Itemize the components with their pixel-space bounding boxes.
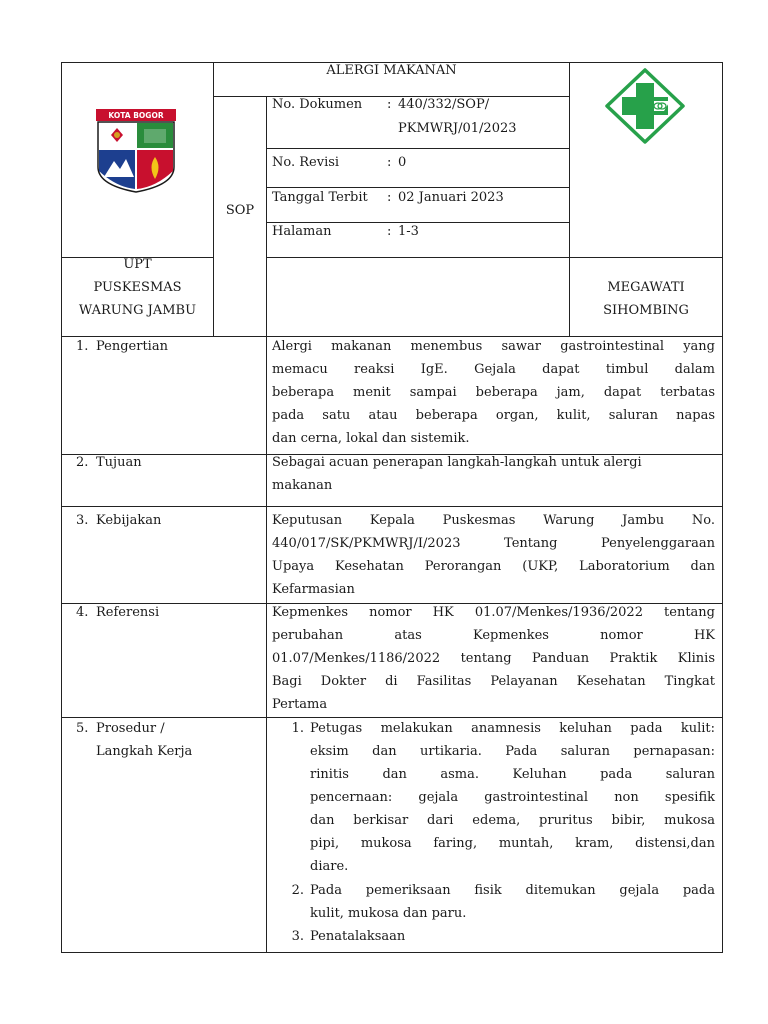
body-col-divider — [266, 336, 267, 953]
step-number: 3. — [291, 929, 304, 944]
section-title: Kebijakan — [96, 513, 162, 528]
section-title: Pengertian — [96, 339, 168, 354]
body-line: perubahan atas Kepmenkes nomor HK — [272, 628, 715, 643]
body-line: dan cerna, lokal dan sistemik. — [272, 431, 470, 446]
body-line: 440/017/SK/PKMWRJ/I/2023 Tentang Penyelenggaraan — [272, 536, 715, 551]
section-body — [272, 451, 715, 497]
section-body — [272, 335, 715, 450]
header-col-divider-2 — [266, 96, 267, 337]
body-line: Keputusan Kepala Puskesmas Warung Jambu No. — [272, 513, 715, 528]
revision-label: No. Revisi — [272, 155, 340, 170]
body-line: makanan — [272, 478, 333, 493]
step-number: 2. — [291, 883, 304, 898]
signer-line: MEGAWATI — [607, 280, 685, 295]
doc-number-value-cont: PKMWRJ/01/2023 — [398, 121, 517, 136]
org-line: PUSKESMAS — [93, 280, 182, 295]
step-number: 1. — [291, 721, 304, 736]
body-line: Alergi makanan menembus sawar gastrointestinal yang — [272, 339, 715, 354]
section-number: 1. — [76, 339, 89, 354]
document-title: ALERGI MAKANAN — [326, 62, 457, 78]
revision-sep: : — [387, 155, 392, 170]
sop-label: SOP — [225, 202, 255, 218]
body-line: Upaya Kesehatan Perorangan (UKP, Laboratorium dan — [272, 559, 715, 574]
section-number: 2. — [76, 455, 89, 470]
table-border-left — [61, 62, 62, 953]
section-title: Langkah Kerja — [96, 744, 193, 759]
step-line: diare. — [310, 859, 349, 874]
step-line: rinitis dan asma. Keluhan pada saluran — [310, 767, 715, 782]
org-line: UPT — [123, 257, 152, 272]
body-line: Kepmenkes nomor HK 01.07/Menkes/1936/2022 tentang — [272, 605, 715, 620]
step-body — [310, 717, 715, 878]
section-title: Referensi — [96, 605, 160, 620]
signer-line: SIHOMBING — [603, 303, 689, 318]
step-line: eksim dan urtikaria. Pada saluran pernapasan: — [310, 744, 715, 759]
revision-value: 0 — [398, 155, 407, 170]
step-body — [310, 879, 715, 925]
org-line: WARUNG JAMBU — [78, 303, 197, 318]
issue-date-label: Tanggal Terbit — [272, 190, 368, 205]
step-line: pencernaan: gejala gastrointestinal non spesifik — [310, 790, 715, 805]
table-border-right — [722, 62, 723, 953]
page-sep: : — [387, 224, 392, 239]
step-body — [310, 925, 715, 948]
body-line: Kefarmasian — [272, 582, 355, 597]
section-body — [272, 509, 715, 601]
section-number: 3. — [76, 513, 89, 528]
issue-date-value: 02 Januari 2023 — [398, 190, 504, 205]
section-number: 5. — [76, 721, 89, 736]
body-line: 01.07/Menkes/1186/2022 tentang Panduan Praktik Klinis — [272, 651, 715, 666]
header-mid-line-mid — [266, 257, 722, 258]
section-title: Prosedur / — [96, 721, 165, 736]
step-line: Pada pemeriksaan fisik ditemukan gejala pada — [310, 883, 715, 898]
doc-number-sep: : — [387, 97, 392, 112]
body-line: pada satu atau beberapa organ, kulit, saluran napas — [272, 408, 715, 423]
step-line: pipi, mukosa faring, muntah, kram, distensi,dan — [310, 836, 715, 851]
body-line: memacu reaksi IgE. Gejala dapat timbul dalam — [272, 362, 715, 377]
step-line: Petugas melakukan anamnesis keluhan pada kulit: — [310, 721, 715, 736]
step-line: kulit, mukosa dan paru. — [310, 906, 467, 921]
doc-row-line-1 — [266, 148, 569, 149]
page-label: Halaman — [272, 224, 332, 239]
issue-date-sep: : — [387, 190, 392, 205]
kota-bogor-logo — [96, 109, 176, 193]
body-line: beberapa menit sampai beberapa jam, dapat terbatas — [272, 385, 715, 400]
table-border-bottom — [61, 952, 723, 953]
doc-number-label: No. Dokumen — [272, 97, 363, 112]
organization-name — [62, 253, 213, 322]
row-line-2 — [61, 506, 723, 507]
body-line: Pertama — [272, 697, 328, 712]
puskesmas-logo — [604, 68, 686, 144]
page-value: 1-3 — [398, 224, 419, 239]
section-body — [272, 601, 715, 716]
step-line: dan berkisar dari edema, pruritus bibir, mukosa — [310, 813, 715, 828]
body-line: Sebagai acuan penerapan langkah-langkah untuk alergi — [272, 455, 642, 470]
doc-number-value: 440/332/SOP/ — [398, 97, 490, 112]
logo-text: KOTA BOGOR — [108, 111, 164, 120]
section-title: Tujuan — [96, 455, 142, 470]
body-line: Bagi Dokter di Fasilitas Pelayanan Kesehatan Tingkat — [272, 674, 715, 689]
step-line: Penatalaksaan — [310, 929, 406, 944]
section-number: 4. — [76, 605, 89, 620]
signer-name — [570, 276, 722, 322]
